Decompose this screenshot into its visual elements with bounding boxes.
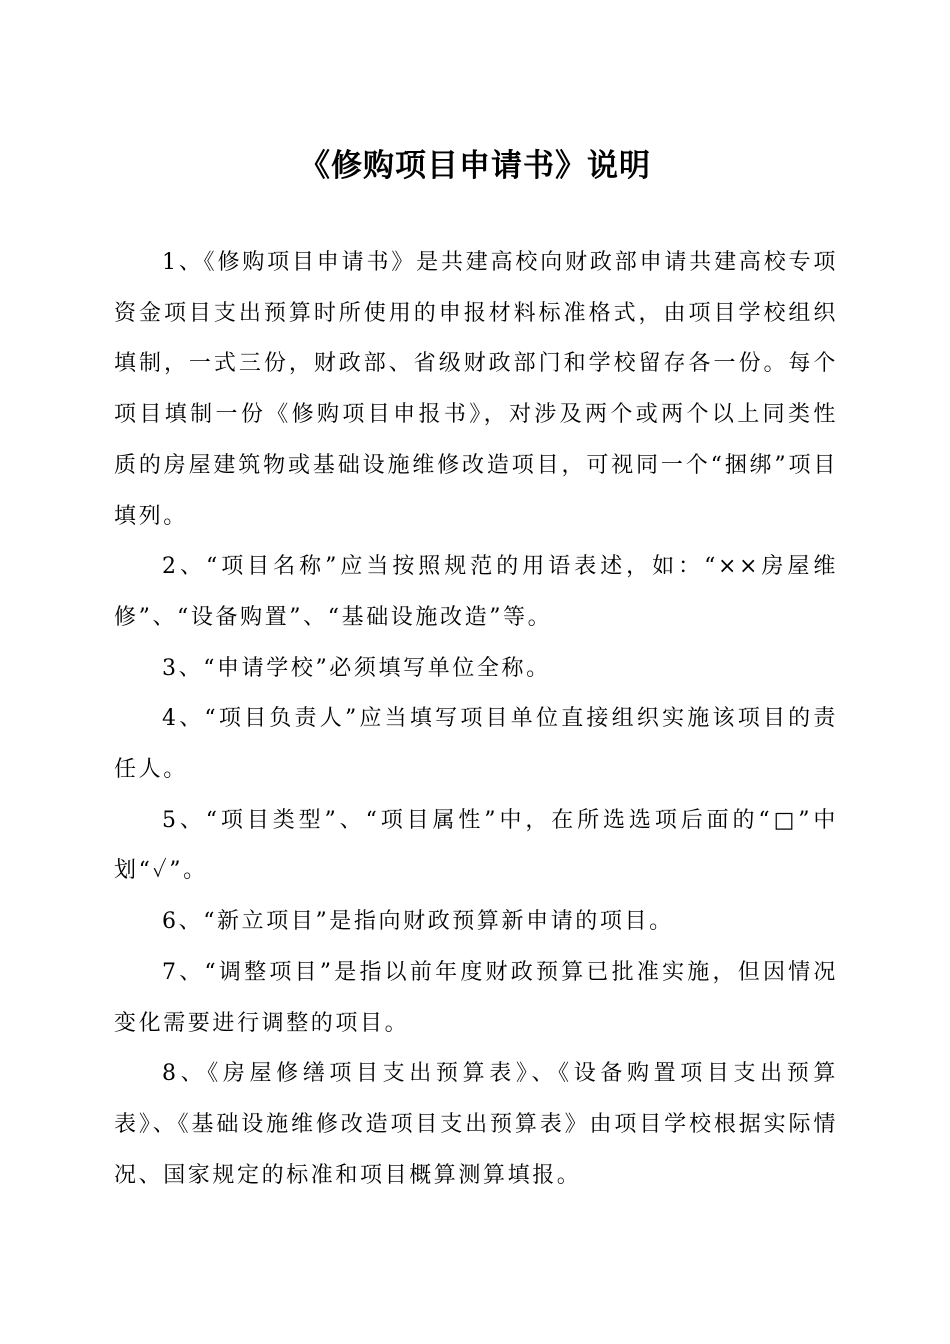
paragraph-1: 1、《修购项目申请书》是共建高校向财政部申请共建高校专项资金项目支出预算时所使用的申报材料标准格式，由项目学校组织填制，一式三份，财政部、省级财政部门和学校留存各一份。每个项目填制一份《修购项目申报书》，对涉及两个或两个以上同类性质的房屋建筑物或基础设施维修改造项目，可视同一个“捆绑”项目填列。 — [114, 250, 838, 529]
paragraph-6: 6、“新立项目”是指向财政预算新申请的项目。 — [162, 909, 674, 935]
paragraph-3: 3、“申请学校”必须填写单位全称。 — [162, 655, 551, 681]
document-body — [114, 238, 838, 1201]
paragraph-7: 7、“调整项目”是指以前年度财政预算已批准实施，但因情况变化需要进行调整的项目。 — [114, 959, 838, 1036]
paragraph-2: 2、“项目名称”应当按照规范的用语表述，如：“××房屋维修”、“设备购置”、“基础设施改造”等。 — [114, 554, 838, 630]
paragraph-8: 8、《房屋修缮项目支出预算表》、《设备购置项目支出预算表》、《基础设施维修改造项目支出预算表》由项目学校根据实际情况、国家规定的标准和项目概算测算填报。 — [114, 1061, 838, 1188]
document-title: 《修购项目申请书》说明 — [299, 148, 651, 184]
paragraph-4: 4、“项目负责人”应当填写项目单位直接组织实施该项目的责任人。 — [114, 706, 838, 783]
paragraph-5: 5、“项目类型”、“项目属性”中，在所选选项后面的“□”中划“✓”。 — [114, 807, 838, 884]
